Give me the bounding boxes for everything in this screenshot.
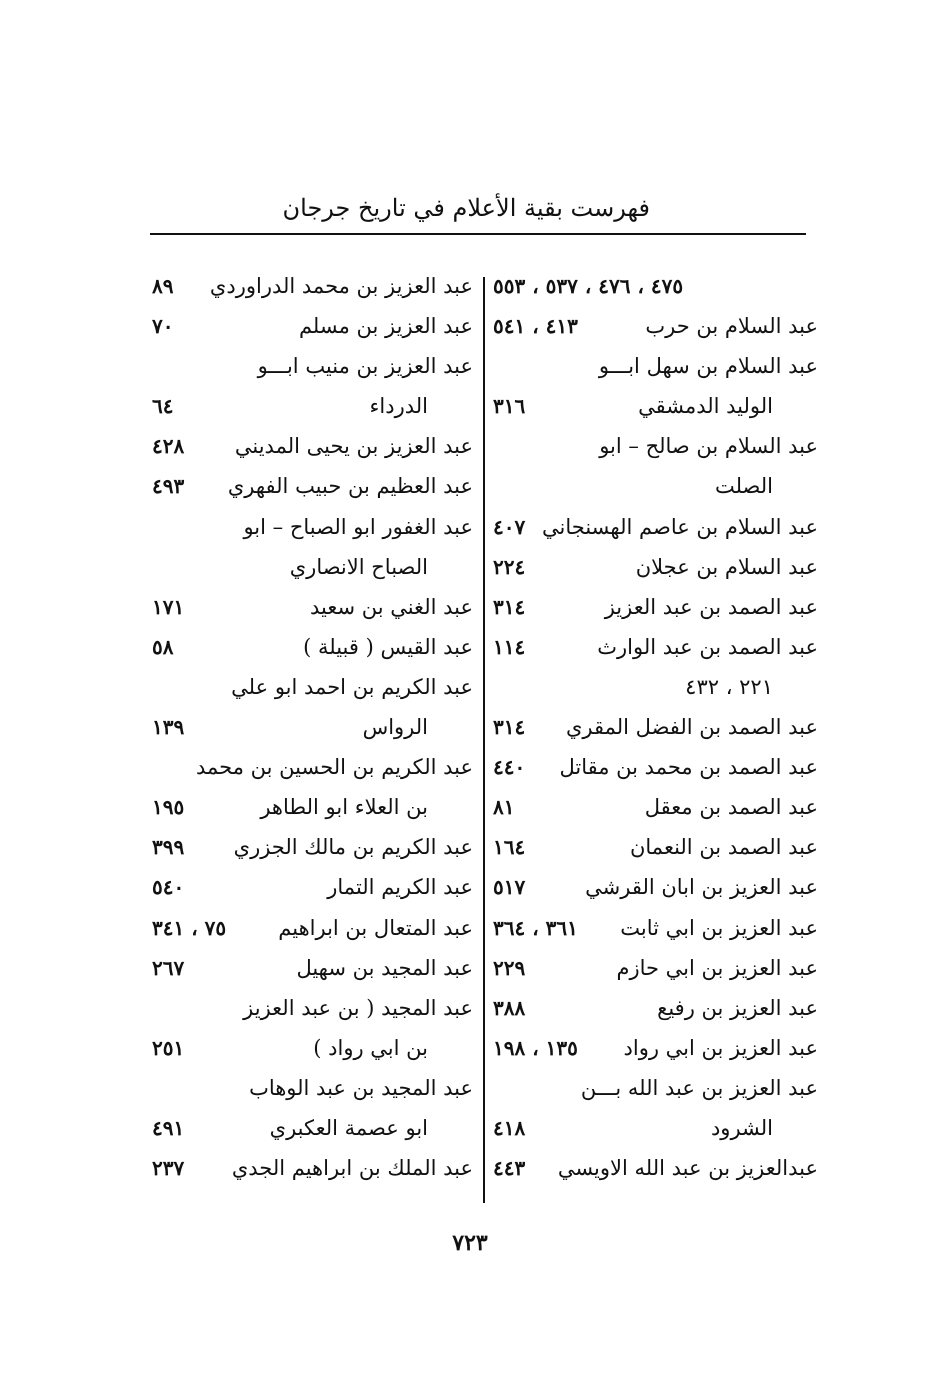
entry-name: عبد المجيد بن عبد الوهاب: [249, 1075, 473, 1100]
entry-name: بن العلاء ابو الطاهر: [260, 795, 428, 820]
entry-name: عبد السلام بن حرب: [645, 314, 818, 339]
entry-pages: ٦٤: [152, 394, 174, 419]
entry-name: الوليد الدمشقي: [638, 394, 773, 419]
entry-pages: ٣٦١ ، ٣٦٤: [493, 915, 578, 940]
entry-pages: ٣٨٨: [493, 995, 526, 1020]
entry-pages: ٤٢٨: [152, 434, 185, 459]
index-entry: [493, 587, 818, 627]
index-entry: [150, 1068, 473, 1108]
entry-name: عبد الغفور ابو الصباح – ابو: [243, 514, 473, 539]
entry-name: عبد المجيد بن سهيل: [296, 955, 473, 980]
entry-name: عبد العزيز بن مسلم: [298, 314, 473, 339]
index-column-right: [493, 266, 818, 1188]
entry-name: عبد الكريم بن مالك الجزري: [233, 835, 473, 860]
index-entry: [150, 306, 473, 346]
index-entry: [493, 1028, 818, 1068]
entry-name: الصلت: [714, 474, 773, 499]
entry-name: عبد الصمد بن معقل: [644, 795, 818, 820]
entry-name: عبدالعزيز بن عبد الله الاويسي: [557, 1156, 818, 1181]
index-entry: [150, 386, 473, 426]
entry-pages: ٤٠٧: [493, 514, 526, 539]
entry-name: عبد السلام بن سهل ابـــو: [598, 354, 818, 379]
index-entry: [493, 1108, 818, 1148]
entry-pages: ٤١٨: [493, 1115, 526, 1140]
index-entry: [150, 346, 473, 386]
entry-name: الرواس: [362, 715, 428, 740]
index-entry: [150, 827, 473, 867]
entry-pages: ٢٢٤: [493, 554, 526, 579]
entry-pages: ٤٩١: [152, 1115, 185, 1140]
entry-pages: ٣١٦: [493, 394, 526, 419]
entry-name: عبد العزيز بن يحيى المديني: [234, 434, 473, 459]
entry-name: الشرود: [710, 1115, 773, 1140]
index-entry: [493, 1068, 818, 1108]
entry-pages: ١٩٥: [152, 795, 185, 820]
entry-name: عبد العزيز بن ابي حازم: [616, 955, 818, 980]
index-entry: [493, 627, 818, 667]
index-entry: [150, 948, 473, 988]
index-entry: [150, 908, 473, 948]
entry-pages: ٧٥ ، ٣٤١: [152, 915, 227, 940]
entry-name: عبد المتعال بن ابراهيم: [278, 915, 473, 940]
index-entry: [150, 1028, 473, 1068]
entry-pages: ٤٤٠: [493, 755, 526, 780]
entry-name: عبد الصمد بن النعمان: [629, 835, 818, 860]
entry-name: عبد السلام بن عجلان: [635, 554, 818, 579]
entry-name: عبد العزيز بن محمد الدراوردي: [209, 274, 473, 298]
index-entry: [150, 667, 473, 707]
entry-pages: ٧٠: [152, 314, 174, 339]
entry-pages: ٨٩: [152, 274, 174, 298]
index-entry: [493, 386, 818, 426]
index-entry: [493, 426, 818, 466]
entry-name: عبد الصمد بن عبد الوارث: [597, 634, 818, 659]
entry-name: ابو عصمة العكبري: [269, 1115, 428, 1140]
entry-pages: ١٣٥ ، ١٩٨: [493, 1035, 578, 1060]
index-entry: [493, 707, 818, 747]
entry-pages: ٥٤٠: [152, 875, 185, 900]
index-entry: [493, 547, 818, 587]
entry-pages: ١٦٤: [493, 835, 526, 860]
entry-pages: ٣١٤: [493, 715, 526, 740]
index-entry: [493, 466, 818, 506]
entry-name: عبد العزيز بن رفيع: [657, 995, 818, 1020]
entry-pages: ١١٤: [493, 634, 526, 659]
entry-name: عبد الكريم التمار: [327, 875, 473, 900]
index-entry: [150, 266, 473, 306]
entry-name: عبد الصمد بن الفضل المقري: [565, 715, 818, 740]
entry-pages: ٢٥١: [152, 1035, 185, 1060]
index-entry: [493, 507, 818, 547]
index-entry: [493, 306, 818, 346]
entry-name: عبد الملك بن ابراهيم الجدي: [231, 1156, 473, 1181]
entry-pages: ٤٩٣: [152, 474, 185, 499]
index-entry: [493, 1148, 818, 1188]
entry-name: عبد السلام بن صالح – ابو: [599, 434, 818, 459]
entry-name: الصباح الانصاري: [289, 554, 428, 579]
entry-name: عبد العظيم بن حبيب الفهري: [227, 474, 473, 499]
index-entry: [493, 346, 818, 386]
index-entry: [150, 787, 473, 827]
index-entry: [150, 867, 473, 907]
entry-name: عبد العزيز بن ابان القرشي: [585, 875, 818, 900]
index-entry: [493, 667, 818, 707]
index-entry: [493, 867, 818, 907]
index-entry: [150, 507, 473, 547]
entry-name: عبد المجيد ( بن عبد العزيز: [243, 995, 473, 1020]
index-entry: [493, 827, 818, 867]
column-divider: [483, 277, 485, 1203]
index-entry: [493, 948, 818, 988]
entry-pages: ٤١٣ ، ٥٤١: [493, 314, 578, 339]
entry-name: الدرداء: [369, 394, 428, 419]
index-entry: [493, 908, 818, 948]
index-entry: [493, 988, 818, 1028]
entry-name: عبد الغني بن سعيد: [309, 594, 473, 619]
entry-name: عبد الكريم بن الحسين بن محمد: [196, 755, 473, 780]
entry-name: عبد العزيز بن منيب ابـــو: [257, 354, 473, 379]
entry-pages: ٥١٧: [493, 875, 526, 900]
index-entry: [150, 1108, 473, 1148]
entry-pages: ٢٣٧: [152, 1156, 185, 1181]
entry-name: عبد العزيز بن ابي ثابت: [620, 915, 818, 940]
entry-pages: ٤٧٥ ، ٤٧٦ ، ٥٣٧ ، ٥٥٣: [493, 274, 684, 298]
index-column-left: [150, 266, 473, 1188]
index-entry: [150, 988, 473, 1028]
entry-pages: ١٧١: [152, 594, 185, 619]
index-entry: [493, 747, 818, 787]
entry-pages: ٥٨: [152, 634, 174, 659]
entry-name: بن ابي رواد ): [313, 1035, 428, 1060]
index-entry: [150, 1148, 473, 1188]
entry-name: عبد العزيز بن عبد الله بـــن: [580, 1075, 818, 1100]
entry-pages: ٢٦٧: [152, 955, 185, 980]
page-number: ٧٢٣: [452, 1230, 488, 1256]
entry-pages: ٣٩٩: [152, 835, 185, 860]
entry-name: عبد الصمد بن عبد العزيز: [604, 594, 818, 619]
entry-name: عبد السلام بن عاصم الهسنجاني: [542, 514, 818, 539]
index-entry: [150, 747, 473, 787]
index-entry: [150, 426, 473, 466]
entry-pages: ١٣٩: [152, 715, 185, 740]
index-entry: [150, 466, 473, 506]
page-title: فهرست بقية الأعلام في تاريخ جرجان: [282, 194, 650, 222]
index-entry: [150, 707, 473, 747]
entry-name: عبد العزيز بن ابي رواد: [623, 1035, 818, 1060]
entry-pages: ٣١٤: [493, 594, 526, 619]
index-entry: [493, 787, 818, 827]
entry-name: ٢٢١ ، ٤٣٢: [685, 674, 773, 699]
entry-pages: ٤٤٣: [493, 1156, 526, 1181]
entry-name: عبد القيس ( قبيلة ): [303, 634, 473, 659]
index-entry: [493, 266, 818, 306]
title-rule: [150, 233, 806, 235]
entry-pages: ٨١: [493, 795, 515, 820]
entry-name: عبد الكريم بن احمد ابو علي: [231, 674, 473, 699]
entry-pages: ٢٢٩: [493, 955, 526, 980]
index-entry: [150, 587, 473, 627]
entry-name: عبد الصمد بن محمد بن مقاتل: [559, 755, 818, 780]
index-entry: [150, 627, 473, 667]
index-entry: [150, 547, 473, 587]
